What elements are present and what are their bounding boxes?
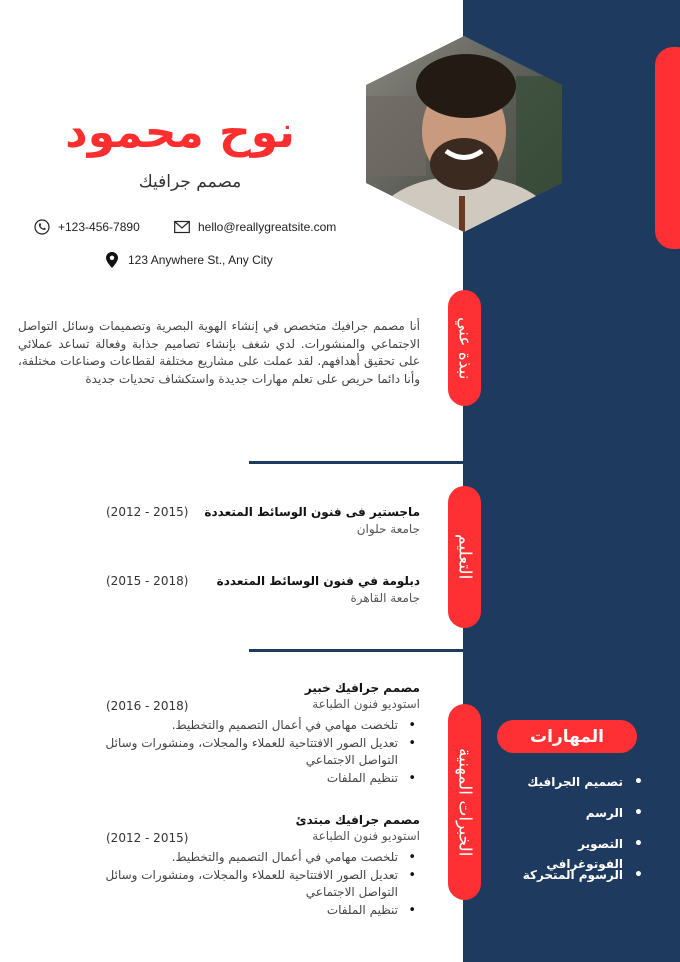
experience-years: (2016 - 2018) <box>106 699 189 713</box>
degree-title: دبلومة في فنون الوسائط المتعددة <box>216 574 420 588</box>
contact-phone <box>34 219 140 235</box>
skill-item: • الرسوم المتحركة <box>500 865 645 896</box>
list-item: • تعديل الصور الافتتاحية للعملاء والمجلات، ومنشورات وسائل التواصل الاجتماعي <box>84 735 420 770</box>
job-role: مصمم جرافيك خبير <box>304 681 420 695</box>
company-name: استوديو فنون الطباعة <box>312 829 420 843</box>
list-item: • تنظيم الملفات <box>84 770 420 788</box>
job-title: مصمم جرافيك <box>138 172 242 192</box>
list-item: • تلخصت مهامي في أعمال التصميم والتخطيط. <box>84 717 420 735</box>
skill-item: • التصوير الفوتوغرافي <box>500 834 645 865</box>
decorative-red-tab <box>655 47 680 249</box>
address-text: 123 Anywhere St., Any City <box>128 253 273 267</box>
skill-item: • تصميم الجرافيك <box>500 772 645 803</box>
about-paragraph: أنا مصمم جرافيك متخصص في إنشاء الهوية البصرية وتصميمات وسائل التواصل الاجتماعي والمنشورات. لدي شغف بإنشاء تصاميم جذابة وفعالة تساعد عملائي على تحقيق أهدافهم. لقد عملت على مشاريع مختلفة لقطاعات وصناعات مختلفة، وأنا دائما حريص على تعلم مهارات جديدة واستكشاف تحديات جديدة <box>18 319 420 386</box>
hexagon-photo-frame <box>366 36 562 232</box>
phone-icon <box>34 219 50 235</box>
section-label-skills: المهارات <box>497 720 637 753</box>
list-item: • تنظيم الملفات <box>84 902 420 920</box>
phone-text[interactable]: +123-456-7890 <box>58 220 140 234</box>
school-name: جامعة القاهرة <box>350 591 420 605</box>
school-name: جامعة حلوان <box>356 522 420 536</box>
section-divider <box>249 461 464 464</box>
experience-years: (2012 - 2015) <box>106 831 189 845</box>
education-item <box>100 574 420 605</box>
skill-item: • الرسم <box>500 803 645 834</box>
skills-list <box>500 772 645 896</box>
map-pin-icon <box>104 252 120 268</box>
education-years: (2015 - 2018) <box>106 574 189 588</box>
list-item: • تلخصت مهامي في أعمال التصميم والتخطيط. <box>84 849 420 867</box>
education-years: (2012 - 2015) <box>106 505 189 519</box>
education-item <box>100 505 420 536</box>
email-text[interactable]: hello@reallygreatsite.com <box>198 220 337 234</box>
contact-address <box>104 252 273 268</box>
experience-item <box>84 813 420 919</box>
job-role: مصمم جرافيك مبتدئ <box>295 813 420 827</box>
contact-email <box>174 219 336 235</box>
responsibilities-list <box>84 717 420 787</box>
responsibilities-list <box>84 849 420 919</box>
person-name: نوح محمود <box>65 107 295 158</box>
section-divider <box>249 649 464 652</box>
section-label-experience: الخبرات المهنية <box>448 704 481 900</box>
list-item: • تعديل الصور الافتتاحية للعملاء والمجلات، ومنشورات وسائل التواصل الاجتماعي <box>84 867 420 902</box>
degree-title: ماجستير فى فنون الوسائط المتعددة <box>204 505 420 519</box>
experience-item <box>84 681 420 787</box>
section-label-about: نبذة عني <box>448 290 481 406</box>
profile-photo <box>366 36 562 232</box>
section-label-education: التعليم <box>448 486 481 628</box>
envelope-icon <box>174 219 190 235</box>
company-name: استوديو فنون الطباعة <box>312 697 420 711</box>
